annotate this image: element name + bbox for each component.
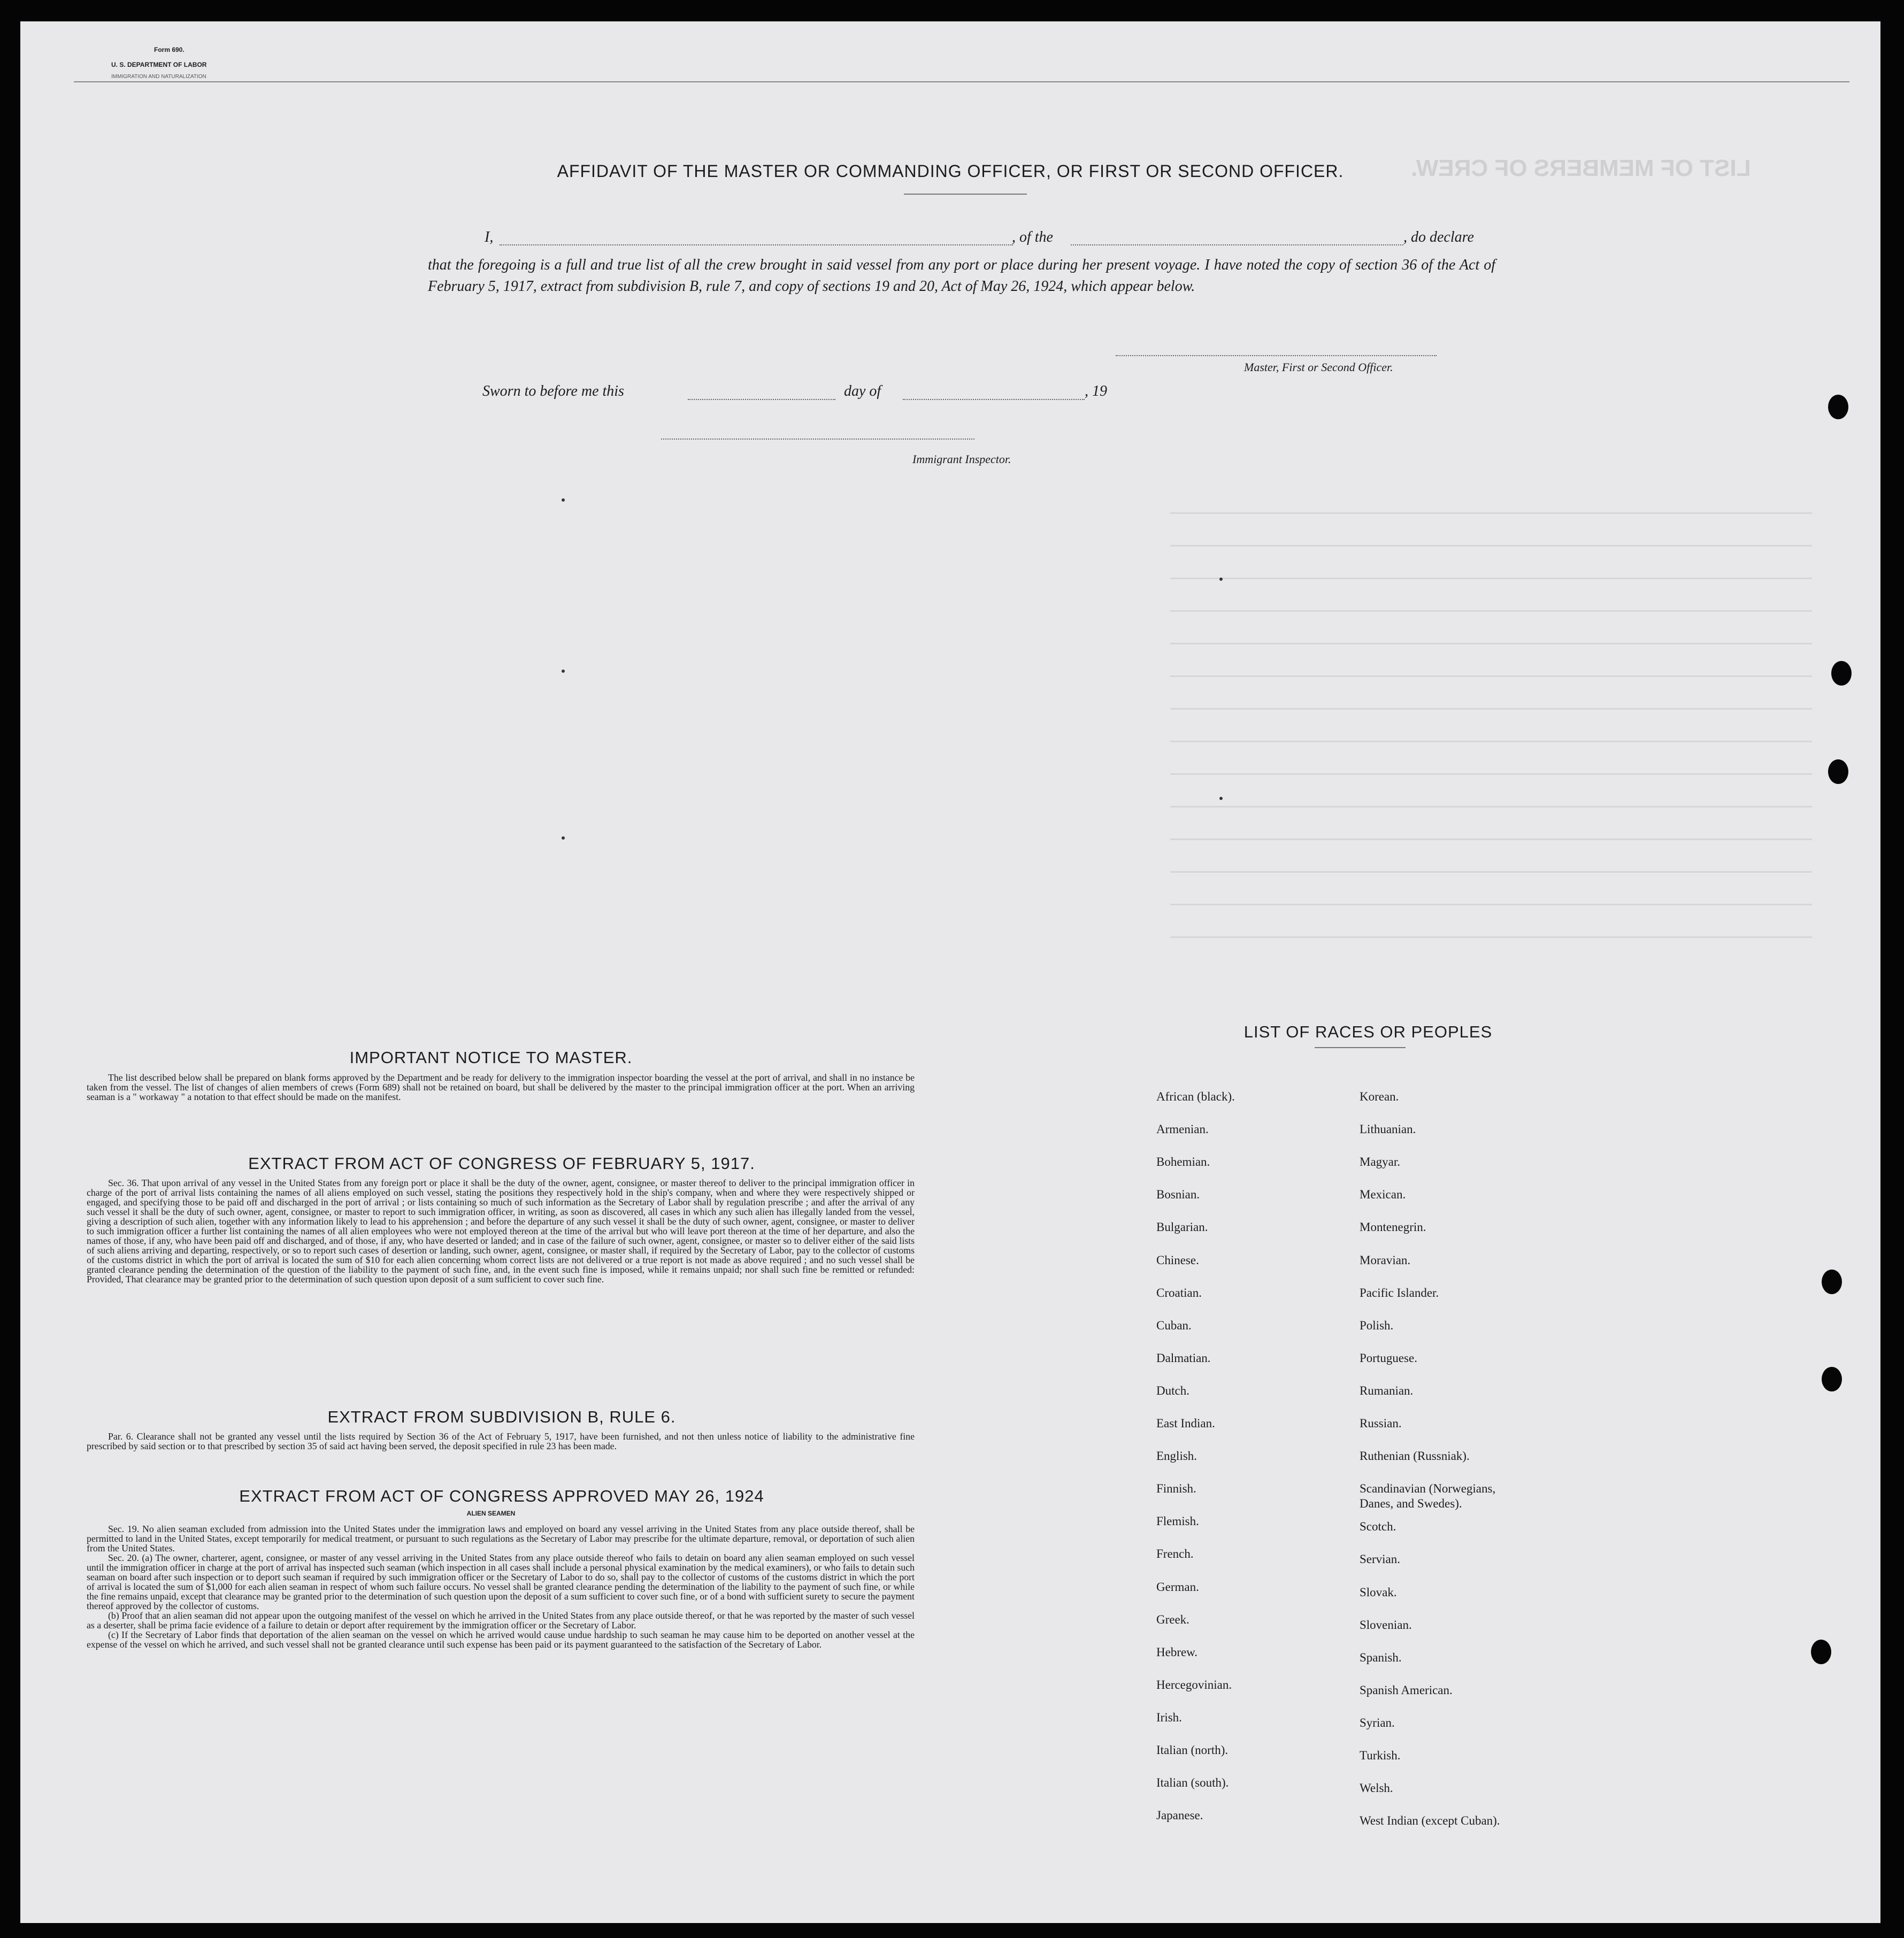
race-item: Spanish American. [1360,1683,1453,1697]
affidavit-title: AFFIDAVIT OF THE MASTER OR COMMANDING OFFICER, OR FIRST OR SECOND OFFICER. [557,162,1344,181]
race-item: German. [1156,1580,1199,1594]
race-item: Dutch. [1156,1384,1189,1397]
stray-mark [562,498,565,502]
race-item: Bohemian. [1156,1155,1210,1168]
inspector-label: Immigrant Inspector. [912,452,1011,466]
notice-title: IMPORTANT NOTICE TO MASTER. [349,1048,633,1067]
notice-body [87,1073,915,1102]
sworn-lead: Sworn to before me this [482,383,624,399]
affidavit-title-rule [904,194,1027,195]
race-item: Portuguese. [1360,1351,1417,1365]
races-right-column [1360,1090,1659,1839]
affidavit-declare-line [485,229,1495,248]
rule6-body [87,1432,915,1451]
extract-1917-title: EXTRACT FROM ACT OF CONGRESS OF FEBRUARY 5, 1917. [248,1154,755,1173]
race-item: Ruthenian (Russniak). [1360,1449,1470,1463]
sworn-day-blank[interactable] [688,399,835,400]
race-item: Russian. [1360,1417,1402,1430]
extract-1917-paragraph: Sec. 36. That upon arrival of any vessel in the United States from any foreign port or place it shall be the duty of the owner, agent, consignee, or master thereof to deliver to the principal immigration officer in charge of the port of arrival lists containing the names of all aliens employed on such vessel, stating the positions they respectively hold in the ship's company, when and where they were respectively shipped or engaged, and specifying those to be paid off and discharged in the port of arrival ; or lists containing so much of such information as the Secretary of Labor shall by regulation prescribe ; and after the arrival of any such vessel it shall be the duty of such owner, agent, consignee, or master to report to such immigration officer, in writing, as soon as discovered, all cases in which any such alien has illegally landed from the vessel, giving a description of such alien, together with any information likely to lead to his apprehension ; and before the departure of any such vessel it shall be the duty of such owner, agent, consignee, or master to deliver to such immigration officer a further list containing the names of all alien employees who were not employed thereon at the time of the arrival but who will leave port thereon at the time of her departure, and also the names of those, if any, who have been paid off and discharged, and of those, if any, who have deserted or landed; and in case of the failure of such owner, agent, consignee, or master so to deliver either of the said lists of such aliens arriving and departing, respectively, or so to report such cases of desertion or landing, such owner, agent, consignee, or master shall, if required by the Secretary of Labor, pay to the collector of customs of the customs district in which the port of arrival is located the sum of $10 for each alien concerning whom correct lists are not delivered or a true report is not made as above required ; and no such vessel shall be granted clearance pending the determination of the question of the liability to the payment of such fine, and, in the event such fine is imposed, while it remains unpaid; nor shall such fine be remitted or refunded: Provided, That clearance may be granted prior to the determination of such question upon deposit of a sum sufficient to cover such fine. [87,1178,915,1285]
punch-hole [1831,661,1852,686]
stray-mark [562,836,565,840]
race-item: French. [1156,1547,1194,1560]
extract-1924-body [87,1524,915,1649]
sec20a-paragraph: Sec. 20. (a) The owner, charterer, agent, consignee, or master of any vessel arriving in the United States from any place outside thereof who fails to detain on board any alien seaman employed on such vessel until the immigration officer in charge at the port of arrival has inspected such seaman (which inspection in all cases shall include a personal physical examination by the medical examiners), or who fails to detain such seaman on board after such inspection or to deport such seaman if required by such immigration officer or the Secretary of Labor to do so, shall pay to the collector of customs of the customs district in which the port of arrival is located the sum of $1,000 for each alien seaman in respect of whom such failure occurs. No vessel shall be granted clearance pending the determination of the liability to the payment of such fine, or while the fine remains unpaid, except that clearance may be granted prior to the determination of such question upon the deposit of a sum sufficient to cover such fine, or of a bond with sufficient surety to secure the payment thereof approved by the collector of customs. [87,1552,915,1611]
race-item: Welsh. [1360,1781,1393,1795]
sworn-mid: day of [844,383,881,399]
race-item: Greek. [1156,1613,1189,1626]
affidavit-body: that the foregoing is a full and true list of all the crew brought in said vessel from any port or place during her present voyage. I have noted the copy of section 36 of the Act of February 5, 1917, extract from subdivision B, rule 7, and copy of sections 19 and 20, Act of May 26, 1924, which appear below. [428,257,1495,295]
race-item: Servian. [1360,1552,1401,1566]
signature-line[interactable] [1116,355,1437,356]
sworn-end: , 19 [1085,383,1107,399]
races-title: LIST OF RACES OR PEOPLES [1243,1022,1493,1041]
race-item: African (black). [1156,1090,1235,1103]
race-item: Rumanian. [1360,1384,1414,1397]
race-item: Hercegovinian. [1156,1678,1232,1691]
signature-label: Master, First or Second Officer. [1244,360,1393,374]
race-item: Montenegrin. [1360,1220,1426,1234]
race-item: Flemish. [1156,1514,1199,1528]
races-left-column [1156,1090,1370,1839]
race-item: Danes, and Swedes). [1360,1497,1462,1510]
declare-end: , do declare [1403,229,1474,245]
race-item: Slovak. [1360,1586,1397,1599]
race-item: Slovenian. [1360,1618,1412,1632]
bleed-through-heading: LIST OF MEMBERS OF CREW. [1411,155,1751,181]
sworn-month-blank[interactable] [903,399,1085,400]
stray-mark [1219,578,1223,581]
form-bureau: IMMIGRATION AND NATURALIZATION [111,74,206,79]
master-name-blank[interactable] [500,244,1013,245]
sworn-line [482,383,1156,404]
sec19-paragraph: Sec. 19. No alien seaman excluded from admission into the United States under the immigration laws and employed on board any vessel arriving in the United States from any place outside thereof, shall be permitted to land in the United States, except temporarily for medical treatment, or pursuant to such regulations as the Secretary of Labor may prescribe for the ultimate departure, removal, or deportation of such alien from the United States. [87,1524,915,1554]
races-title-rule [1315,1047,1406,1048]
extract-1924-title: EXTRACT FROM ACT OF CONGRESS APPROVED MAY 26, 1924 [239,1487,764,1505]
declare-lead: I, [485,229,494,245]
rule6-paragraph: Par. 6. Clearance shall not be granted any vessel until the lists required by Section 36 of the Act of February 5, 1917, have been furnished, and not then unless notice of liability to the administrative fine prescribed by said section or to that prescribed by section 35 of said act having been served, the deposit specified in rule 23 has been made. [87,1431,915,1451]
race-item: Korean. [1360,1090,1399,1103]
race-item: Japanese. [1156,1809,1203,1822]
race-item: Magyar. [1360,1155,1401,1168]
form-number: Form 690. [154,46,185,53]
vessel-name-blank[interactable] [1071,244,1403,245]
race-item: Mexican. [1360,1188,1406,1201]
race-item: Lithuanian. [1360,1122,1416,1136]
race-item: Polish. [1360,1319,1394,1332]
race-item: Italian (south). [1156,1776,1229,1789]
race-item: Pacific Islander. [1360,1286,1439,1299]
race-item: Turkish. [1360,1749,1401,1762]
race-item: Moravian. [1360,1253,1411,1267]
sec20c-paragraph: (c) If the Secretary of Labor finds that deportation of the alien seaman on the vessel on which he arrived would cause undue hardship to such seaman he may cause him to be deported on another vessel at the expense of the vessel on which he arrived, and such vessel shall not be granted clearance until such expense has been paid or its payment guaranteed to the satisfaction of the Secretary of Labor. [87,1629,915,1650]
race-item: West Indian (except Cuban). [1360,1814,1500,1827]
race-item: East Indian. [1156,1417,1215,1430]
form-department: U. S. DEPARTMENT OF LABOR [111,61,207,68]
punch-hole [1828,759,1848,784]
sec20b-paragraph: (b) Proof that an alien seaman did not appear upon the outgoing manifest of the vessel on which he arrived in the United States from any place outside thereof, or that he was reported by the master of such vessel as a deserter, shall be prima facie evidence of a failure to detain or deport after requirement by the immigration officer or the Secretary of Labor. [87,1610,915,1631]
race-item: Scotch. [1360,1520,1396,1533]
stray-mark [562,670,565,673]
inspector-signature-line[interactable] [661,439,974,440]
race-item: English. [1156,1449,1197,1463]
extract-1917-body [87,1178,915,1284]
punch-hole [1822,1270,1842,1294]
race-item: Croatian. [1156,1286,1202,1299]
race-item: Scandinavian (Norwegians, [1360,1482,1496,1495]
punch-hole [1828,395,1848,419]
top-edge-line [74,81,1849,82]
race-item: Finnish. [1156,1482,1196,1495]
race-item: Cuban. [1156,1319,1192,1332]
race-item: Spanish. [1360,1651,1402,1664]
punch-hole [1822,1367,1842,1391]
race-item: Italian (north). [1156,1743,1229,1757]
race-item: Armenian. [1156,1122,1209,1136]
rule6-title: EXTRACT FROM SUBDIVISION B, RULE 6. [327,1408,676,1426]
declare-mid: , of the [1012,229,1053,245]
race-item: Bulgarian. [1156,1220,1208,1234]
punch-hole [1811,1640,1831,1664]
notice-paragraph: The list described below shall be prepared on blank forms approved by the Department and be ready for delivery to the immigration inspector boarding the vessel at the port of arrival, and shall in no instance be taken from the vessel. The list of changes of alien members of crews (Form 689) shall not be retained on board, but shall be delivered by the master to the principal immigration officer at the port. When an arriving seaman is a " workaway " a notation to that effect should be made on the manifest. [87,1072,915,1102]
race-item: Chinese. [1156,1253,1199,1267]
document-page [20,21,1880,1923]
race-item: Hebrew. [1156,1645,1198,1659]
race-item: Irish. [1156,1711,1182,1724]
race-item: Syrian. [1360,1716,1395,1729]
extract-1924-subtitle: ALIEN SEAMEN [466,1510,516,1517]
race-item: Bosnian. [1156,1188,1200,1201]
bleed-through-rows [1170,481,1812,963]
race-item: Dalmatian. [1156,1351,1211,1365]
stray-mark [1219,797,1223,800]
